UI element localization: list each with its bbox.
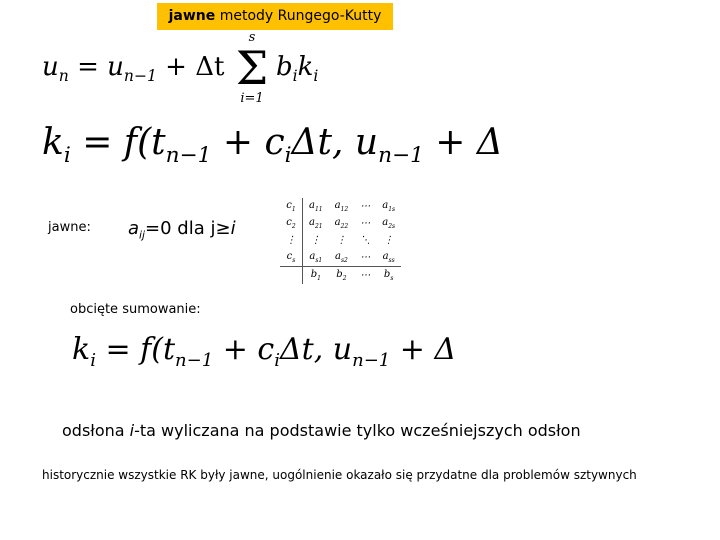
tableau-cell: $a_{2s}$ — [382, 217, 396, 230]
tableau-cell: $a_{s1}$ — [309, 251, 323, 264]
tableau-row — [280, 249, 401, 267]
tableau-cell: $a_{1s}$ — [382, 200, 396, 213]
tableau-cell: ⋱ — [360, 235, 371, 246]
tableau-row — [280, 198, 401, 215]
title-rest: metody Rungego-Kutty — [219, 8, 382, 24]
tableau-cell: $a_{s2}$ — [334, 251, 348, 264]
tableau-cell: $b_s$ — [376, 267, 401, 285]
tableau-cell: $b_1$ — [303, 267, 329, 285]
tableau-cell: $c_2$ — [280, 215, 303, 232]
tableau-cell: $a_{12}$ — [334, 200, 349, 213]
tableau-cell: $a_{22}$ — [334, 217, 349, 230]
explicit-label: jawne: — [48, 220, 91, 235]
tableau-cell: ⋯ — [354, 267, 376, 285]
sum-operator: s Σ i=1 — [235, 30, 269, 106]
tableau-cell: ⋮ — [336, 235, 347, 246]
tableau-cell: ⋮ — [383, 235, 394, 246]
tableau-row — [280, 215, 401, 232]
tableau-cell: ⋯ — [360, 218, 371, 229]
butcher-tableau — [280, 198, 401, 284]
tableau-cell: $c_s$ — [280, 249, 303, 267]
tableau-row — [280, 232, 401, 249]
equation-ki-truncated: $k_i = f(t_{n-1} + c_i\Delta t$, $u_{n-1} + \Delta$ — [72, 332, 457, 371]
tableau-cell: $c_1$ — [280, 198, 303, 215]
tableau-cell: ⋯ — [360, 252, 371, 263]
explicit-condition: $a_{ij}=0$ dla j≥i — [128, 218, 236, 242]
tableau-cell: $a_{11}$ — [309, 200, 323, 213]
tableau-cell: $a_{21}$ — [309, 217, 323, 230]
equation-ki-large: $k_i = f(t_{n-1} + c_i\Delta t$, $u_{n-1} + \Delta$ — [42, 122, 503, 169]
tableau-cell: ⋮ — [310, 235, 321, 246]
tableau-cell: $a_{ss}$ — [382, 251, 395, 264]
tableau-cell: $b_2$ — [329, 267, 355, 285]
history-note: historycznie wszystkie RK były jawne, uogólnienie okazało się przydatne dla problemów sztywnych — [42, 468, 637, 482]
slide-title — [157, 3, 393, 30]
tableau-cell — [280, 267, 303, 285]
title-bold: jawne — [168, 8, 216, 24]
stage-note: odsłona i-ta wyliczana na podstawie tylko wcześniejszych odsłon — [62, 421, 581, 440]
tableau-cell: ⋯ — [360, 201, 371, 212]
equation-un: $u_n = u_{n-1} + \Delta t$ — [42, 52, 225, 86]
truncated-sum-label: obcięte sumowanie: — [70, 302, 201, 317]
tableau-cell: ⋮ — [280, 232, 303, 249]
sum-term: $b_ik_i$ — [276, 52, 319, 86]
tableau-bottom-row — [280, 267, 401, 285]
